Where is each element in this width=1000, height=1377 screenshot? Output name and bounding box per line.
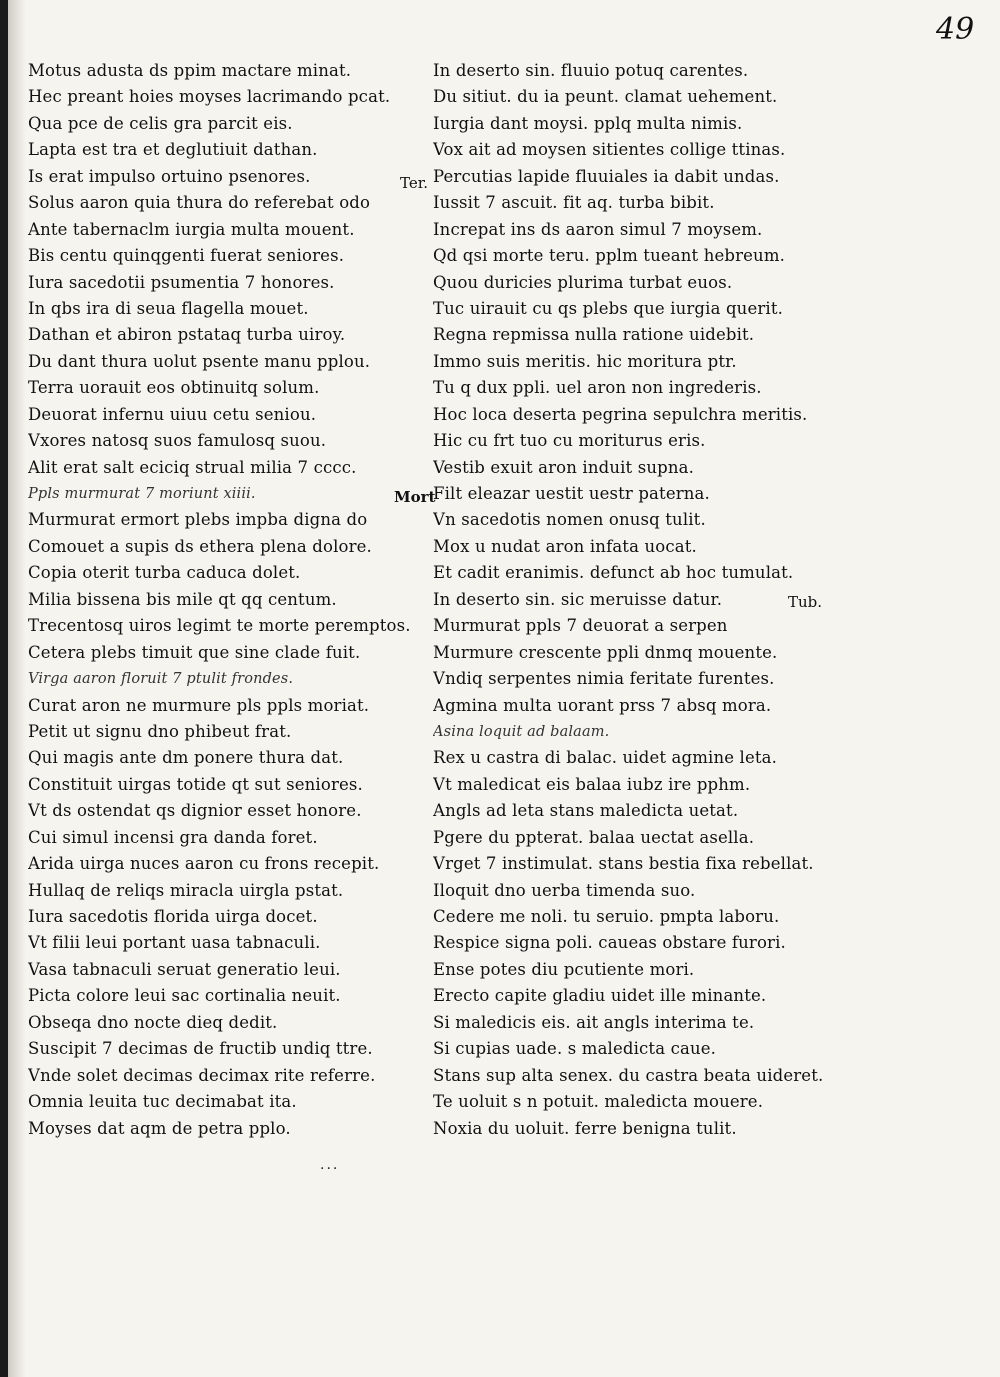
marginal-note: Ter. <box>400 174 429 192</box>
text-line: Iussit 7 ascuit. fit aq. turba bibit. <box>433 193 715 213</box>
text-line: Mox u nudat aron infata uocat. <box>433 536 697 556</box>
text-line: Trecentosq uiros legimt te morte peremptos. <box>28 616 411 636</box>
text-line: Picta colore leui sac cortinalia neuit. <box>28 986 341 1006</box>
text-line: Stans sup alta senex. du castra beata uideret. <box>433 1065 824 1085</box>
text-line: Tu q dux ppli. uel aron non ingrederis. <box>433 378 762 398</box>
text-line: Solus aaron quia thura do referebat odo <box>28 193 371 213</box>
text-line: Iurgia dant moysi. pplq multa nimis. <box>433 113 743 133</box>
text-line: Te uoluit s n potuit. maledicta mouere. <box>433 1092 764 1112</box>
text-line: Percutias lapide fluuiales ia dabit undas. <box>433 166 780 186</box>
text-line: In deserto sin. sic meruisse datur. <box>433 589 723 609</box>
left-column <box>28 58 436 1142</box>
text-line: Comouet a supis ds ethera plena dolore. <box>28 536 372 556</box>
text-line: Erecto capite gladiu uidet ille minante. <box>433 986 767 1006</box>
text-line: Angls ad leta stans maledicta uetat. <box>433 801 739 821</box>
text-line: Bis centu quinqgenti fuerat seniores. <box>28 246 345 266</box>
text-line: Hic cu frt tuo cu moriturus eris. <box>433 431 706 451</box>
text-line: Regna repmissa nulla ratione uidebit. <box>433 325 755 345</box>
text-line: Murmure crescente ppli dnmq mouente. <box>433 642 778 662</box>
text-line: Cedere me noli. tu seruio. pmpta laboru. <box>433 907 780 926</box>
rubric-line: Virga aaron floruit 7 ptulit frondes. <box>28 671 294 688</box>
text-line: Vrget 7 instimulat. stans bestia fixa rebellat. <box>433 854 814 874</box>
text-line: Vt ds ostendat qs dignior esset honore. <box>28 801 362 821</box>
text-line: Hec preant hoies moyses lacrimando pcat. <box>28 87 391 107</box>
text-line: Alit erat salt eciciq strual milia 7 cccc. <box>28 457 357 477</box>
text-line: Qd qsi morte teru. pplm tueant hebreum. <box>433 246 786 266</box>
text-line: Iura sacedotis florida uirga docet. <box>28 907 318 926</box>
text-line: Suscipit 7 decimas de fructib undiq ttre. <box>28 1039 373 1059</box>
text-line: Lapta est tra et deglutiuit dathan. <box>28 140 318 160</box>
manuscript-page <box>8 0 1000 1377</box>
text-line: Ante tabernaclm iurgia multa mouent. <box>28 219 355 239</box>
text-line: Qui magis ante dm ponere thura dat. <box>28 748 344 768</box>
text-line: Tuc uirauit cu qs plebs que iurgia querit. <box>433 298 783 318</box>
text-line: Quou duricies plurima turbat euos. <box>433 272 733 292</box>
text-line: Du dant thura uolut psente manu pplou. <box>28 351 371 371</box>
text-line: Noxia du uoluit. ferre benigna tulit. <box>433 1118 737 1138</box>
text-line: Et cadit eranimis. defunct ab hoc tumulat. <box>433 563 794 583</box>
text-line: Iura sacedotii psumentia 7 honores. <box>28 272 335 292</box>
text-line: Respice signa poli. caueas obstare furori. <box>433 933 786 953</box>
text-line: Milia bissena bis mile qt qq centum. <box>28 589 337 609</box>
text-line: Dathan et abiron pstataq turba uiroy. <box>28 325 346 345</box>
text-line: Pgere du ppterat. balaa uectat asella. <box>433 827 755 847</box>
text-line: Cetera plebs timuit que sine clade fuit. <box>28 642 361 662</box>
text-line: Vt filii leui portant uasa tabnaculi. <box>28 933 321 953</box>
text-line: In qbs ira di seua flagella mouet. <box>28 298 309 318</box>
text-line: Qua pce de celis gra parcit eis. <box>28 113 293 133</box>
text-line: Terra uorauit eos obtinuitq solum. <box>28 378 320 398</box>
text-line: Hullaq de reliqs miracla uirgla pstat. <box>28 880 344 900</box>
text-line: Vxores natosq suos famulosq suou. <box>28 431 327 451</box>
text-line: Filt eleazar uestit uestr paterna. <box>433 484 710 503</box>
text-line: Iloquit dno uerba timenda suo. <box>433 880 696 900</box>
text-line: Deuorat infernu uiuu cetu seniou. <box>28 404 317 424</box>
text-line: Vndiq serpentes nimia feritate furentes. <box>433 669 775 689</box>
text-line: Motus adusta ds ppim mactare minat. <box>28 61 352 80</box>
marginal-dots: ... <box>320 1157 340 1173</box>
text-line: Obseqa dno nocte dieq dedit. <box>28 1012 278 1032</box>
text-line: Rex u castra di balac. uidet agmine leta. <box>433 748 778 768</box>
text-line: Vox ait ad moysen sitientes collige ttinas. <box>433 140 786 160</box>
text-line: Murmurat ppls 7 deuorat a serpen <box>433 616 728 636</box>
text-line: Vt maledicat eis balaa iubz ire pphm. <box>433 774 751 794</box>
text-line: Petit ut signu dno phibeut frat. <box>28 721 292 741</box>
marginal-note: Mort <box>394 488 436 506</box>
text-line: Ense potes diu pcutiente mori. <box>433 959 695 979</box>
rubric-line: Asina loquit ad balaam. <box>433 723 610 740</box>
text-line: Arida uirga nuces aaron cu frons recepit. <box>28 854 380 874</box>
text-line: Si cupias uade. s maledicta caue. <box>433 1039 717 1059</box>
text-line: Hoc loca deserta pegrina sepulchra meritis. <box>433 404 808 424</box>
text-line: Immo suis meritis. hic moritura ptr. <box>433 351 737 371</box>
text-line: Cui simul incensi gra danda foret. <box>28 827 318 847</box>
text-line: Moyses dat aqm de petra pplo. <box>28 1118 291 1138</box>
text-line: Agmina multa uorant prss 7 absq mora. <box>433 695 772 715</box>
text-line: Is erat impulso ortuino psenores. <box>28 166 311 186</box>
text-line: Murmurat ermort plebs impba digna do <box>28 510 368 530</box>
text-line: In deserto sin. fluuio potuq carentes. <box>433 61 749 80</box>
rubric-line: Ppls murmurat 7 moriunt xiiii. <box>28 486 256 502</box>
text-line: Increpat ins ds aaron simul 7 moysem. <box>433 219 763 239</box>
text-line: Si maledicis eis. ait angls interima te. <box>433 1012 755 1032</box>
text-line: Vasa tabnaculi seruat generatio leui. <box>28 959 341 979</box>
text-line: Curat aron ne murmure pls ppls moriat. <box>28 695 370 715</box>
text-line: Du sitiut. du ia peunt. clamat uehement. <box>433 87 778 107</box>
text-line: Copia oterit turba caduca dolet. <box>28 563 301 583</box>
text-line: Omnia leuita tuc decimabat ita. <box>28 1092 297 1112</box>
text-line: Constituit uirgas totide qt sut seniores. <box>28 774 363 794</box>
text-line: Vn sacedotis nomen onusq tulit. <box>433 510 706 530</box>
text-line: Vnde solet decimas decimax rite referre. <box>28 1065 376 1085</box>
folio-number: 49 <box>936 12 975 47</box>
marginal-note: Tub. <box>788 593 823 611</box>
text-line: Vestib exuit aron induit supna. <box>433 457 694 477</box>
